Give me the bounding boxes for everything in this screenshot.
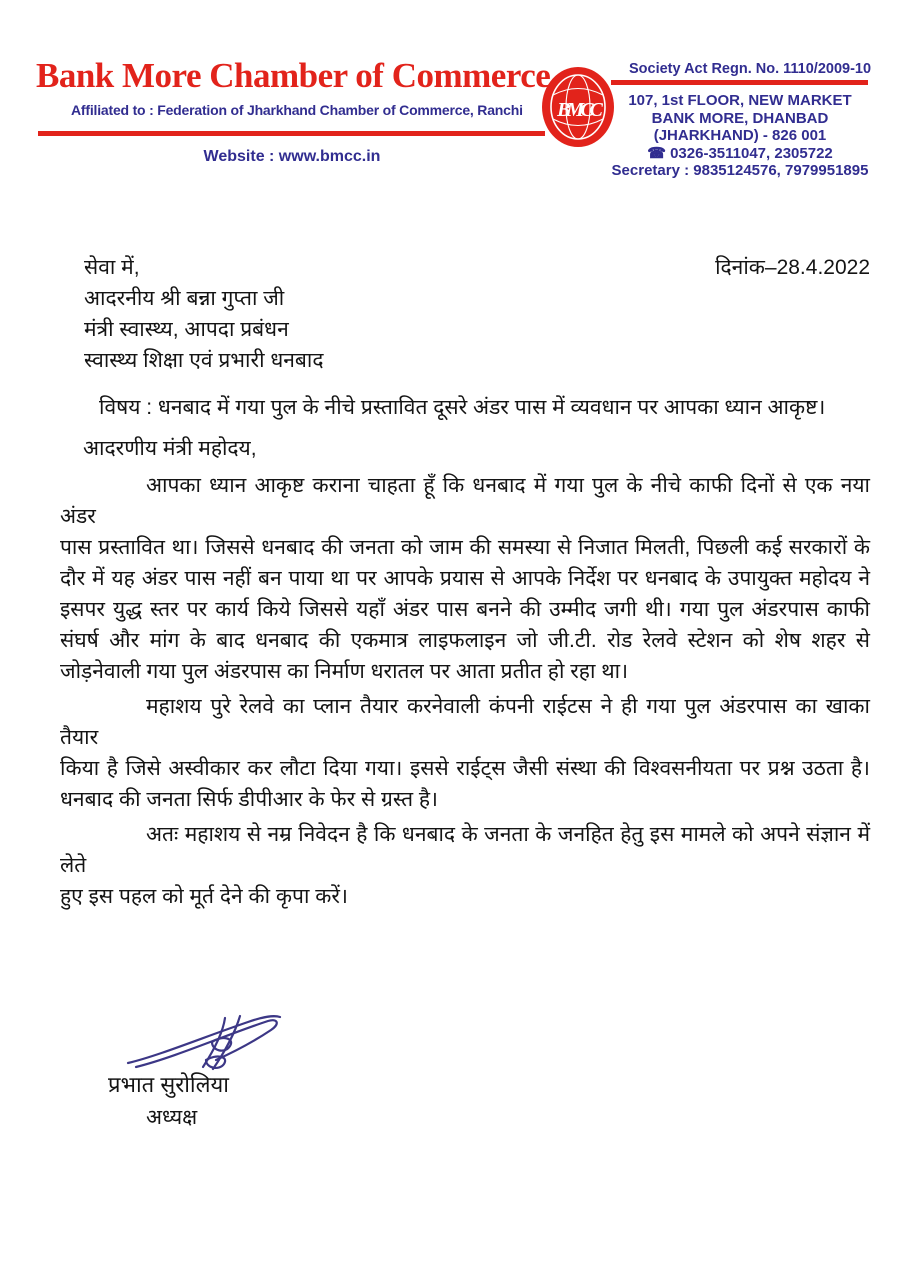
paragraph-line: अतः महाशय से नम्र निवेदन है कि धनबाद के जनता के जनहित हेतु इस मामले को अपने संज्ञान में लेते	[60, 823, 870, 877]
paragraph	[60, 691, 870, 815]
paragraph	[60, 819, 870, 912]
signature-block	[60, 1011, 870, 1133]
paragraph-line: संघर्ष और मांग के बाद धनबाद की एकमात्र लाइफलाइन जो जी.टी. रोड रेलवे स्टेशन को शेष शहर से	[60, 629, 870, 652]
chamber-logo-icon	[541, 66, 615, 148]
paragraph	[60, 470, 870, 687]
logo-monogram-text: BMCC	[557, 99, 599, 121]
letter-body	[60, 252, 870, 1133]
society-registration: Society Act Regn. No. 1110/2009-10	[629, 61, 872, 77]
website-text: Website : www.bmcc.in	[203, 148, 381, 165]
signatory-title: अध्यक्ष	[146, 1106, 198, 1129]
paragraph-line: किया है जिसे अस्वीकार कर लौटा दिया गया। इससे राईट्स जैसी संस्था की विश्वसनीयता पर प्रश्न उठता है।	[60, 757, 870, 780]
paragraph-line: महाशय पुरे रेलवे का प्लान तैयार करनेवाली कंपनी राईटस ने ही गया पुल अंडरपास का खाका तैयार	[60, 695, 870, 749]
paragraph-line: आपका ध्यान आकृष्ट कराना चाहता हूँ कि धनबाद में गया पुल के नीचे काफी दिनों से एक नया अंडर	[60, 474, 870, 528]
recipient-line: आदरनीय श्री बन्ना गुप्ता जी	[84, 287, 285, 310]
greeting-line: आदरणीय मंत्री महोदय,	[83, 437, 257, 460]
recipient-block	[60, 283, 870, 376]
address-block	[606, 92, 874, 180]
paragraph-line: धनबाद की जनता सिर्फ डीपीआर के फेर से ग्रस्त है।	[60, 788, 438, 811]
address-line: 107, 1st FLOOR, NEW MARKET	[628, 92, 852, 109]
signatory-name: प्रभात सुरोलिया	[108, 1072, 229, 1097]
phone-line	[606, 145, 874, 163]
right-red-rule	[611, 80, 868, 85]
telephone-icon: ☎	[647, 144, 666, 162]
handwritten-signature-icon	[124, 1011, 294, 1073]
paragraph-line: पास प्रस्तावित था। जिससे धनबाद की जनता को जाम की समस्या से निजात मिलती, पिछली कई सरकारों के	[60, 536, 870, 559]
recipient-line: स्वास्थ्य शिक्षा एवं प्रभारी धनबाद	[84, 349, 324, 372]
paragraph-line: इसपर युद्ध स्तर पर कार्य किये जिससे यहाँ अंडर पास बनने की उम्मीद जगी थी। गया पुल अंडरपास काफी	[60, 598, 870, 621]
affiliation-line: Affiliated to : Federation of Jharkhand Chamber of Commerce, Ranchi	[71, 102, 523, 118]
address-line: (JHARKHAND) - 826 001	[653, 127, 827, 144]
organization-name: Bank More Chamber of Commerce	[36, 56, 551, 95]
secretary-line: Secretary : 9835124576, 7979951895	[611, 162, 869, 179]
paragraph-line: हुए इस पहल को मूर्त देने की कृपा करें।	[60, 885, 348, 908]
address-line: BANK MORE, DHANBAD	[651, 109, 829, 127]
paragraph-line: दौर में यह अंडर पास नहीं बन पाया था पर आपके प्रयास से आपके निर्देश पर धनबाद के उपायुक्त महोदय ने	[60, 567, 870, 590]
phone-numbers: 0326-3511047, 2305722	[670, 144, 833, 162]
paragraph-line: जोड़नेवाली गया पुल अंडरपास का निर्माण धरातल पर आता प्रतीत हो रहा था।	[60, 660, 629, 683]
to-date-row	[60, 252, 870, 283]
salutation-to: सेवा में,	[84, 256, 140, 279]
letter-date: दिनांक–28.4.2022	[715, 256, 870, 279]
subject-line: विषय : धनबाद में गया पुल के नीचे प्रस्तावित दूसरे अंडर पास में व्यवधान पर आपका ध्यान आकृष्ट।	[99, 396, 826, 419]
paragraphs-container	[60, 470, 870, 912]
left-red-rule	[38, 131, 545, 136]
recipient-line: मंत्री स्वास्थ्य, आपदा प्रबंधन	[84, 318, 289, 341]
